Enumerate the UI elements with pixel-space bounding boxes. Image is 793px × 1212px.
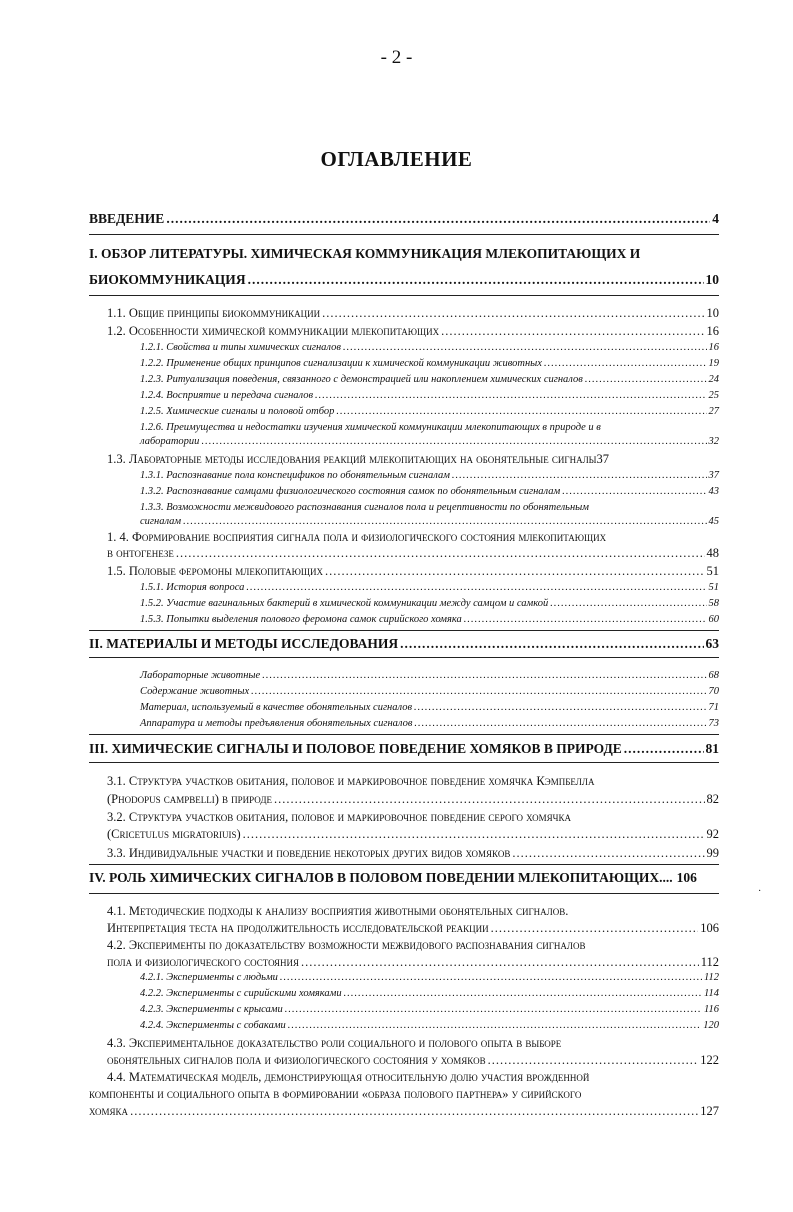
toc-page: 51	[706, 564, 719, 578]
toc-page: 58	[708, 598, 719, 609]
toc-section-1-4[interactable]	[107, 546, 719, 561]
toc-label: Аппаратура и методы предъявления обонятельных сигналов	[140, 718, 413, 729]
toc-section-3-2[interactable]	[107, 827, 719, 842]
toc-section-1-3[interactable]	[107, 452, 719, 467]
toc-label: БИОКОММУНИКАЦИЯ	[89, 272, 246, 287]
toc-page: 16	[708, 342, 719, 353]
toc-section-1-2[interactable]	[107, 324, 719, 339]
toc-page: 82	[706, 792, 719, 806]
toc-page: 10	[706, 306, 719, 320]
toc-section-4-4[interactable]	[89, 1104, 719, 1119]
toc-label: 1.3. Лабораторные методы исследования реакций млекопитающих на обонятельные сигналы	[107, 452, 597, 466]
toc-label: 1.2.3. Ритуализация поведения, связанного с демонстрацией или накоплением химических сигналов	[140, 374, 583, 385]
divider	[89, 864, 719, 865]
toc-subsection-1-2-3[interactable]	[140, 374, 719, 385]
toc-page: 68	[708, 670, 719, 681]
toc-subsection-1-3-3-line1[interactable]: 1.3.3. Возможности межвидового распознавания сигналов пола и рецептивности по обонятельным	[140, 502, 589, 513]
toc-label: IV. РОЛЬ ХИМИЧЕСКИХ СИГНАЛОВ В ПОЛОВОМ ПОВЕДЕНИИ МЛЕКОПИТАЮЩИХ....	[89, 870, 673, 885]
toc-chapter-3[interactable]	[89, 741, 719, 757]
toc-subsection-1-2-6[interactable]	[140, 436, 719, 447]
toc-label: 1.3.1. Распознавание пола конспецификов по обонятельным сигналам	[140, 470, 450, 481]
toc-section-1-4-line1[interactable]: 1. 4. Формирование восприятия сигнала пола и физиологического состояния млекопитающих	[107, 530, 607, 544]
toc-section-4-2-line1[interactable]: 4.2. Эксперименты по доказательству возможности межвидового распознавания сигналов	[107, 938, 586, 952]
toc-label: 1.2. Особенности химической коммуникации млекопитающих	[107, 324, 440, 338]
toc-section-4-3-line1[interactable]: 4.3. Экспериментальное доказательство роли социального и полового опыта в выборе	[107, 1036, 562, 1050]
toc-page: 45	[708, 516, 719, 527]
toc-page: 116	[704, 1004, 719, 1015]
toc-entry-introduction[interactable]	[89, 211, 719, 227]
toc-page: 127	[700, 1104, 719, 1118]
toc-label: 1.1. Общие принципы биокоммуникации	[107, 306, 321, 320]
page-title: ОГЛАВЛЕНИЕ	[320, 147, 473, 171]
toc-label: 1.3.2. Распознавание самцами физиологического состояния самок по обонятельным сигналам	[140, 486, 561, 497]
toc-label: 1.2.1. Свойства и типы химических сигналов	[140, 342, 341, 353]
toc-label: Материал, используемый в качестве обонятельных сигналов	[140, 702, 413, 713]
toc-page: 4	[712, 211, 719, 226]
divider	[89, 657, 719, 658]
toc-label: 1.2.2. Применение общих принципов сигнализации к химической коммуникации животных	[140, 358, 542, 369]
toc-section-3-2-line1[interactable]: 3.2. Структура участков обитания, половое и маркировочное поведение серого хомячка	[107, 810, 572, 824]
divider	[89, 295, 719, 296]
toc-label: 1.2.5. Химические сигналы и половой отбор	[140, 406, 335, 417]
divider	[89, 893, 719, 894]
toc-item-apparatus[interactable]	[140, 718, 719, 729]
toc-page: 112	[704, 972, 719, 983]
toc-page: 70	[708, 686, 719, 697]
toc-section-4-1[interactable]	[107, 921, 719, 936]
toc-label: 4.2.1. Эксперименты с людьми	[140, 972, 278, 983]
toc-section-4-2[interactable]	[107, 955, 719, 970]
toc-page: 51	[708, 582, 719, 593]
scan-mark: ·	[758, 886, 762, 897]
toc-page: 112	[700, 955, 719, 969]
toc-label: пола и физиологического состояния	[107, 955, 299, 969]
toc-label: II. МАТЕРИАЛЫ И МЕТОДЫ ИССЛЕДОВАНИЯ	[89, 636, 399, 651]
toc-label: III. ХИМИЧЕСКИЕ СИГНАЛЫ И ПОЛОВОЕ ПОВЕДЕНИЕ ХОМЯКОВ В ПРИРОДЕ	[89, 741, 622, 756]
toc-page: 27	[708, 406, 719, 417]
toc-section-4-4-line1[interactable]: 4.4. Математическая модель, демонстрирующая относительную долю участия врожденной	[107, 1070, 590, 1084]
toc-page: 19	[708, 358, 719, 369]
toc-page: 43	[708, 486, 719, 497]
toc-label: 1.2.4. Восприятие и передача сигналов	[140, 390, 314, 401]
page-number: - 2 -	[380, 47, 413, 68]
toc-subsection-1-2-4[interactable]	[140, 390, 719, 401]
toc-subsection-1-3-3[interactable]	[140, 516, 719, 527]
toc-page: 73	[708, 718, 719, 729]
toc-page: 106	[700, 921, 719, 935]
toc-page: 48	[706, 546, 719, 560]
toc-item-material[interactable]	[140, 702, 719, 713]
toc-page: 81	[705, 741, 719, 756]
toc-page: 16	[706, 324, 719, 338]
toc-page: 92	[706, 827, 719, 841]
toc-item-lab-animals[interactable]	[140, 670, 719, 681]
toc-label: (Cricetulus migratoriuis)	[107, 827, 241, 841]
toc-page: 32	[708, 436, 719, 447]
toc-subsection-1-2-5[interactable]	[140, 406, 719, 417]
toc-page: 63	[705, 636, 719, 651]
toc-label: (Phodopus campbelli) в природе	[107, 792, 272, 806]
toc-page: 37	[596, 452, 610, 466]
toc-label: 4.2.4. Эксперименты с собаками	[140, 1020, 286, 1031]
toc-chapter-1-line1[interactable]: I. ОБЗОР ЛИТЕРАТУРЫ. ХИМИЧЕСКАЯ КОММУНИКАЦИЯ МЛЕКОПИТАЮЩИХ И	[89, 246, 641, 261]
toc-page: 37	[708, 470, 719, 481]
divider	[89, 234, 719, 235]
toc-subsection-4-2-2[interactable]	[140, 988, 719, 999]
toc-subsection-1-2-1[interactable]	[140, 342, 719, 353]
toc-chapter-2[interactable]	[89, 636, 719, 652]
toc-label: Лабораторные животные	[140, 670, 261, 681]
toc-subsection-4-2-3[interactable]	[140, 1004, 719, 1015]
toc-label: 1.5.3. Попытки выделения полового феромона самок сирийского хомяка	[140, 614, 462, 625]
toc-section-4-4-line2[interactable]: компоненты и социального опыта в формировании «образа полового партнера» у сирийского	[89, 1087, 582, 1101]
toc-label: 4.2.3. Эксперименты с крысами	[140, 1004, 283, 1015]
toc-section-3-3[interactable]	[107, 846, 719, 861]
toc-label: 1.5.1. История вопроса	[140, 582, 245, 593]
toc-label: 3.3. Индивидуальные участки и поведение некоторых других видов хомяков	[107, 846, 511, 860]
toc-section-1-5[interactable]	[107, 564, 719, 579]
toc-page: 60	[708, 614, 719, 625]
toc-section-3-1[interactable]	[107, 792, 719, 807]
toc-label: хомяка	[89, 1104, 129, 1118]
toc-page: 24	[708, 374, 719, 385]
toc-page: 122	[700, 1053, 719, 1067]
toc-label: 1.5.2. Участие вагинальных бактерий в химической коммуникации между самцом и самкой	[140, 598, 549, 609]
toc-label: в онтогенезе	[107, 546, 174, 560]
toc-subsection-4-2-4[interactable]	[140, 1020, 719, 1031]
toc-subsection-1-5-1[interactable]	[140, 582, 719, 593]
toc-label: Интерпретация теста на продолжительность исследовательской реакции	[107, 921, 489, 935]
divider	[89, 630, 719, 631]
toc-subsection-1-3-2[interactable]	[140, 486, 719, 497]
toc-label: сигналам	[140, 516, 182, 527]
toc-page: 114	[704, 988, 719, 999]
toc-label: 1.5. Половые феромоны млекопитающих	[107, 564, 323, 578]
toc-page: 25	[708, 390, 719, 401]
toc-page: 99	[706, 846, 719, 860]
toc-subsection-1-2-6-line1[interactable]: 1.2.6. Преимущества и недостатки изучения химической коммуникации млекопитающих в природе и в	[140, 422, 601, 433]
toc-label: ВВЕДЕНИЕ	[89, 211, 165, 226]
toc-section-4-1-line1[interactable]: 4.1. Методические подходы к анализу восприятия животными обонятельных сигналов.	[107, 904, 569, 918]
toc-section-3-1-line1[interactable]: 3.1. Структура участков обитания, половое и маркировочное поведение хомячка Кэмпбелла	[107, 774, 595, 788]
toc-page: 71	[708, 702, 719, 713]
toc-page: 120	[703, 1020, 719, 1031]
toc-subsection-1-3-1[interactable]	[140, 470, 719, 481]
toc-chapter-1[interactable]	[89, 272, 719, 288]
toc-label: обонятельных сигналов пола и физиологического состояния у хомяков	[107, 1053, 486, 1067]
toc-subsection-1-5-2[interactable]	[140, 598, 719, 609]
divider	[89, 734, 719, 735]
toc-subsection-1-5-3[interactable]	[140, 614, 719, 625]
toc-section-4-3[interactable]	[107, 1053, 719, 1068]
toc-section-1-1[interactable]	[107, 306, 719, 321]
divider	[89, 762, 719, 763]
toc-chapter-4[interactable]	[89, 870, 719, 886]
toc-label: Содержание животных	[140, 686, 250, 697]
toc-item-animal-keeping[interactable]	[140, 686, 719, 697]
toc-subsection-1-2-2[interactable]	[140, 358, 719, 369]
toc-label: 4.2.2. Эксперименты с сирийскими хомяками	[140, 988, 342, 999]
toc-subsection-4-2-1[interactable]	[140, 972, 719, 983]
toc-page: 10	[705, 272, 719, 287]
toc-page: 106	[676, 870, 697, 885]
toc-label: лаборатории	[140, 436, 200, 447]
